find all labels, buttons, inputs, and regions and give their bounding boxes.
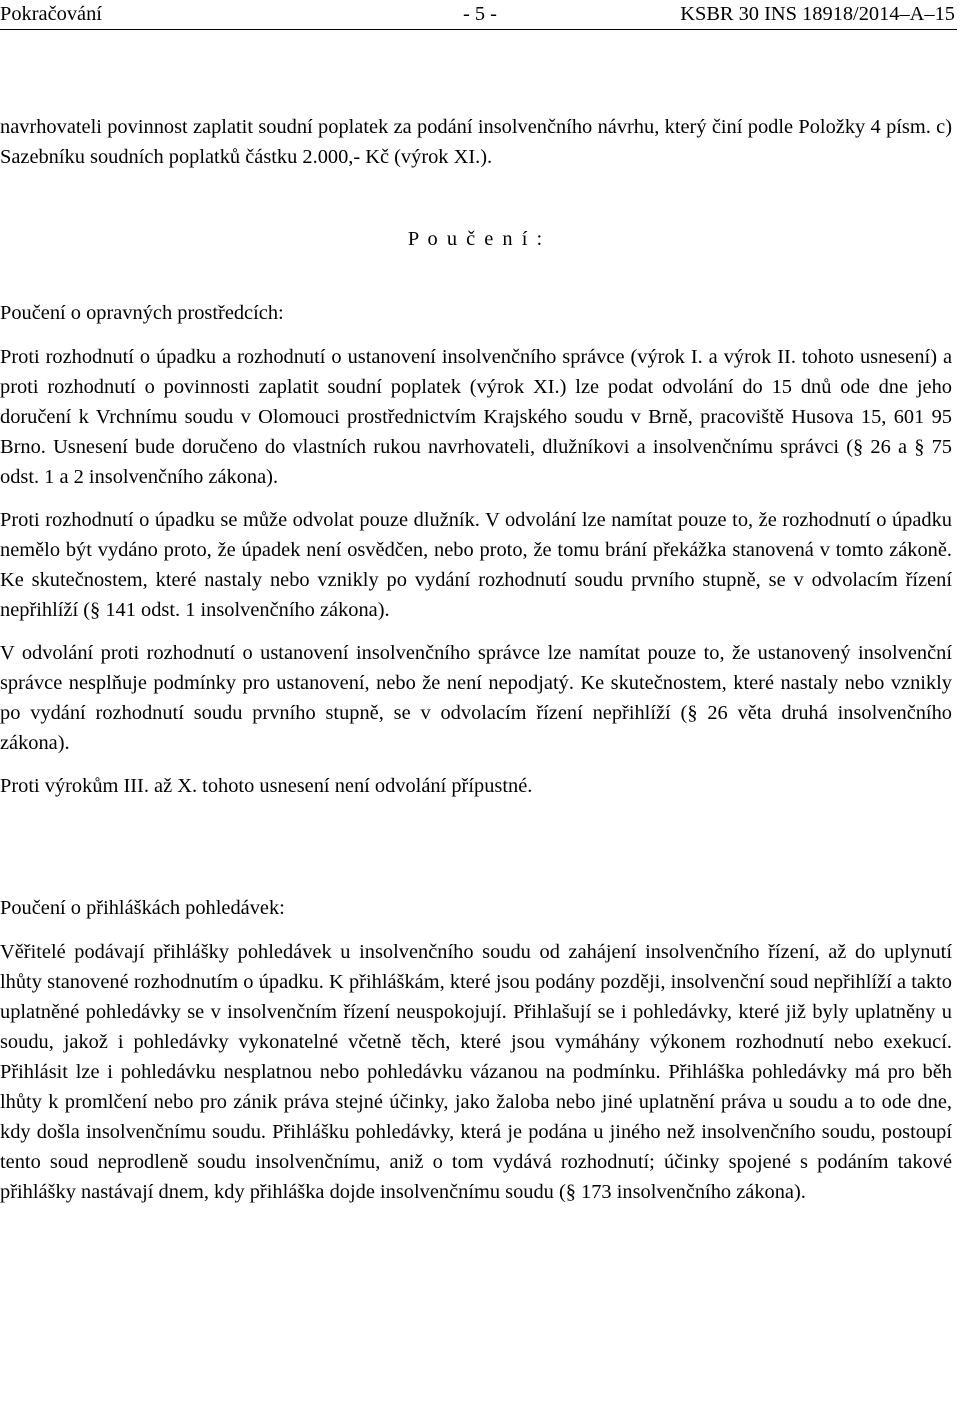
intro-paragraph: navrhovateli povinnost zaplatit soudní poplatek za podání insolvenčního návrhu, který činí podle Položky 4 písm. c) Sazebníku soudních poplatků částku 2.000,- Kč (výrok XI.). bbox=[0, 116, 952, 168]
header-continuation-label: Pokračování bbox=[0, 3, 102, 25]
instructions-title: P o u č e n í : bbox=[407, 228, 545, 250]
remedies-paragraph-3: V odvolání proti rozhodnutí o ustanovení insolvenčního správce lze namítat pouze to, že ustanovený insolvenční správce nesplňuje podmínky pro ustanovení, nebo že není nepodjatý. Ke skutečnostem, které nastaly nebo vznikly po vydání rozhodnutí soudu prvního stupně, se v odvolacím řízení nepřihlíží (§ 26 věta druhá insolvenčního zákona). bbox=[0, 642, 952, 754]
claims-paragraph-1: Věřitelé podávají přihlášky pohledávek u insolvenčního soudu od zahájení insolvenčního řízení, až do uplynutí lhůty stanovené rozhodnutím o úpadku. K přihláškám, které jsou podány později, insolvenční soud nepřihlíží a takto uplatněné pohledávky se v insolvenčním řízení neuspokojují. Přihlašují se i pohledávky, které již byly uplatněny u soudu, jakož i pohledávky vykonatelné včetně těch, které jsou vymáhány výkonem rozhodnutí nebo exekucí. Přihlásit lze i pohledávku nesplatnou nebo pohledávku vázanou na podmínku. Přihláška pohledávky má pro běh lhůty k promlčení nebo pro zánik práva stejné účinky, jako žaloba nebo jiné uplatnění práva u soudu a to ode dne, kdy došla insolvenčnímu soudu. Přihlášku pohledávky, která je podána u jiného než insolvenčního soudu, postoupí tento soud neprodleně soudu insolvenčnímu, aniž o tom vydává rozhodnutí; účinky spojené s podáním takové přihlášky nastávají dnem, kdy přihláška dojde insolvenčnímu soudu (§ 173 insolvenčního zákona). bbox=[0, 941, 952, 1203]
header-rule bbox=[0, 29, 957, 30]
remedies-paragraph-1: Proti rozhodnutí o úpadku a rozhodnutí o ustanovení insolvenčního správce (výrok I. a výrok II. tohoto usnesení) a proti rozhodnutí o povinnosti zaplatit soudní poplatek (výrok XI.) lze podat odvolání do 15 dnů ode dne jeho doručení k Vrchnímu soudu v Olomouci prostřednictvím Krajského soudu v Brně, pracoviště Husova 15, 601 95 Brno. Usnesení bude doručeno do vlastních rukou navrhovateli, dlužníkovi a insolvenčnímu správci (§ 26 a § 75 odst. 1 a 2 insolvenčního zákona). bbox=[0, 346, 952, 488]
page-header bbox=[0, 0, 960, 30]
document-body bbox=[0, 112, 952, 1207]
remedies-heading: Poučení o opravných prostředcích: bbox=[0, 302, 284, 324]
remedies-paragraph-2: Proti rozhodnutí o úpadku se může odvolat pouze dlužník. V odvolání lze namítat pouze to, že rozhodnutí o úpadku nemělo být vydáno proto, že úpadek není osvědčen, nebo proto, že tomu brání překážka stanovená v tomto zákoně. Ke skutečnostem, které nastaly nebo vznikly po vydání rozhodnutí soudu prvního stupně, se v odvolacím řízení nepřihlíží (§ 141 odst. 1 insolvenčního zákona). bbox=[0, 509, 952, 621]
claims-heading: Poučení o přihláškách pohledávek: bbox=[0, 897, 285, 919]
remedies-paragraph-4: Proti výrokům III. až X. tohoto usnesení není odvolání přípustné. bbox=[0, 775, 533, 797]
header-case-number: KSBR 30 INS 18918/2014–A–15 bbox=[680, 3, 955, 25]
header-page-number: - 5 - bbox=[463, 3, 497, 25]
